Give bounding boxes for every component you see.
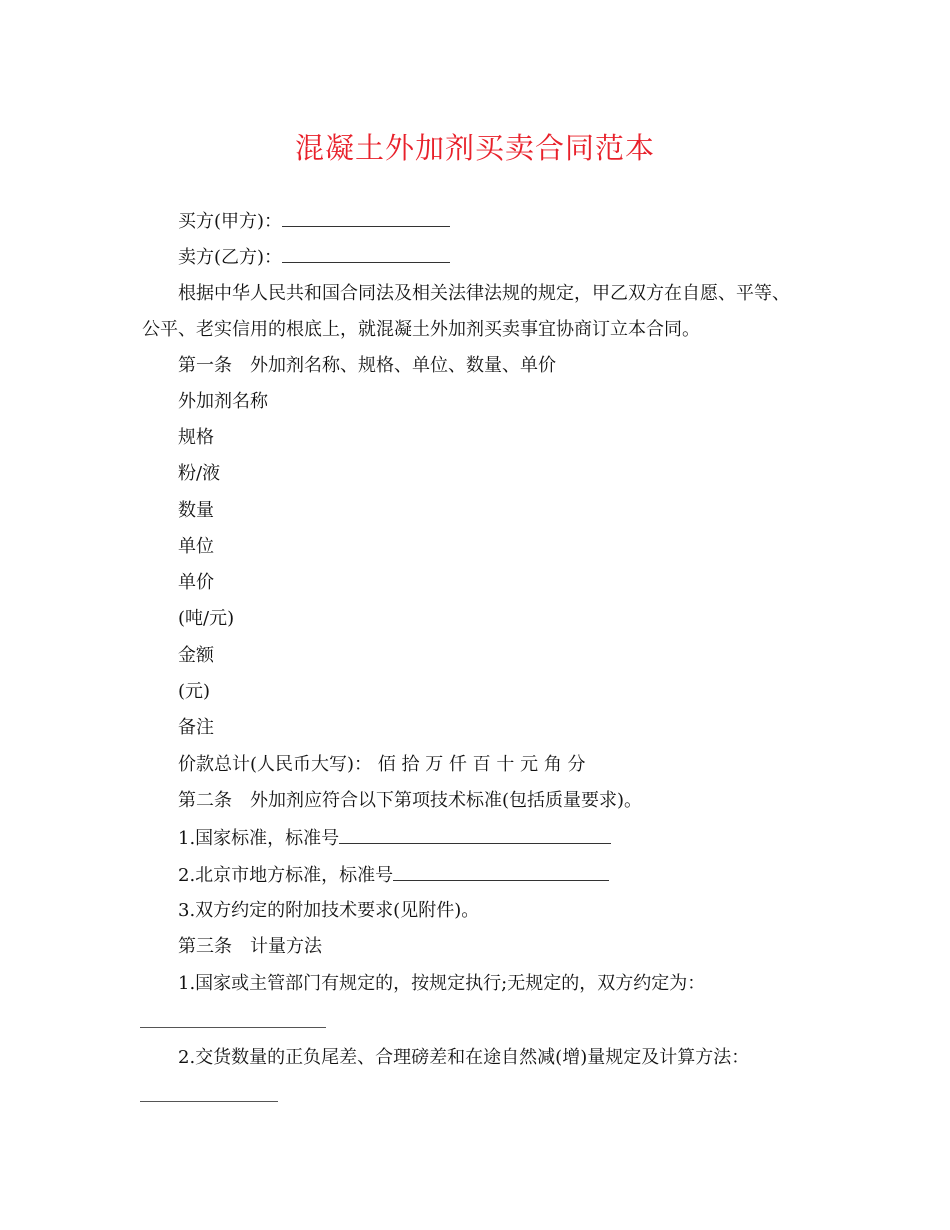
measurement-rule-2-blank[interactable] — [140, 1101, 278, 1102]
item-name-label: 外加剂名称 — [178, 391, 268, 412]
item-price-label: 单价 — [178, 572, 214, 593]
item-amount-label: 金额 — [178, 645, 214, 666]
seller-blank[interactable] — [282, 244, 450, 263]
beijing-standard-blank[interactable] — [393, 862, 609, 881]
article-1-heading: 第一条 外加剂名称、规格、单位、数量、单价 — [178, 355, 556, 376]
seller-line — [178, 244, 450, 271]
buyer-blank[interactable] — [282, 208, 450, 227]
extra-requirements-line: 3.双方约定的附加技术要求(见附件)。 — [178, 900, 480, 921]
item-spec-label: 规格 — [178, 427, 214, 448]
beijing-standard-label: 2.北京市地方标准，标准号 — [178, 865, 394, 886]
seller-label: 卖方(乙方)： — [178, 247, 283, 268]
buyer-label: 买方(甲方)： — [178, 211, 283, 232]
item-price-unit-label: (吨/元) — [178, 608, 235, 629]
price-total-line: 价款总计(人民币大写)： 佰 拾 万 仟 百 十 元 角 分 — [178, 754, 586, 775]
item-form-label: 粉/液 — [178, 463, 221, 484]
buyer-line — [178, 208, 450, 235]
item-qty-label: 数量 — [178, 500, 214, 521]
item-amount-unit-label: (元) — [178, 681, 211, 702]
national-standard-blank[interactable] — [339, 825, 611, 844]
intro-line-2: 公平、老实信用的根底上，就混凝土外加剂买卖事宜协商订立本合同。 — [142, 319, 700, 340]
document-title: 混凝土外加剂买卖合同范本 — [294, 131, 655, 165]
measurement-rule-2: 2.交货数量的正负尾差、合理磅差和在途自然减(增)量规定及计算方法： — [178, 1047, 750, 1068]
national-standard-label: 1.国家标准，标准号 — [178, 828, 340, 849]
article-2-heading: 第二条 外加剂应符合以下第项技术标准(包括质量要求)。 — [178, 790, 643, 811]
item-note-label: 备注 — [178, 717, 214, 738]
beijing-standard-line — [178, 862, 609, 889]
measurement-rule-1: 1.国家或主管部门有规定的，按规定执行;无规定的，双方约定为： — [178, 973, 706, 994]
item-unit-label: 单位 — [178, 536, 214, 557]
article-3-heading: 第三条 计量方法 — [178, 936, 322, 957]
intro-line-1: 根据中华人民共和国合同法及相关法律法规的规定，甲乙双方在自愿、平等、 — [178, 283, 790, 304]
national-standard-line — [178, 825, 611, 852]
measurement-rule-1-blank[interactable] — [140, 1027, 326, 1028]
